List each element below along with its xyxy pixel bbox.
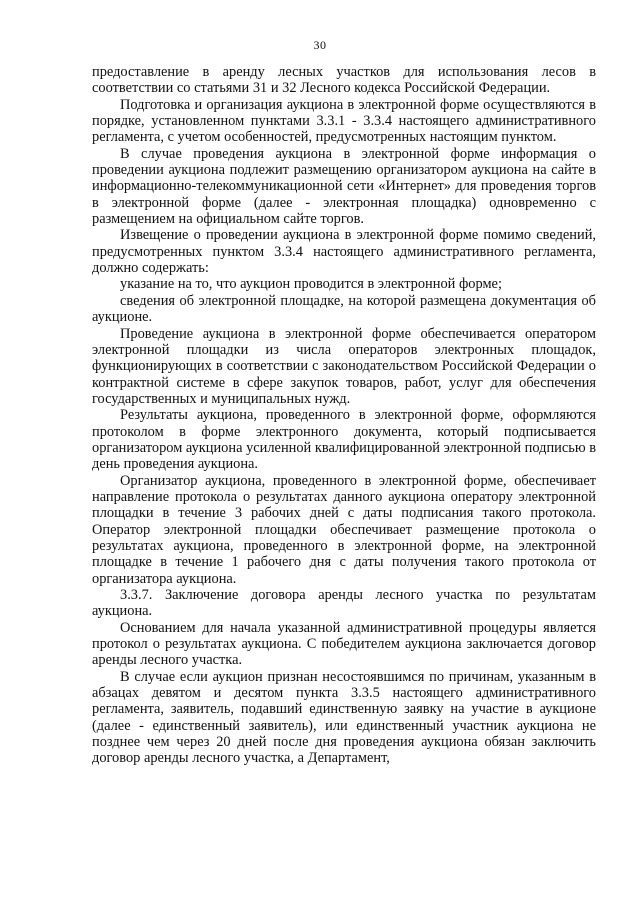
paragraph: Проведение аукциона в электронной форме обеспечивается оператором электронной площадки из числа операторов электронных площадок, функционирующих в соответствии с законодательством Российской Федерации о контрактной системе в сфере закупок товаров, работ, услуг для обеспечения государственных и муниципальных нужд. [92, 325, 596, 407]
paragraph: Результаты аукциона, проведенного в электронной форме, оформляются протоколом в форме электронного документа, который подписывается организатором аукциона усиленной квалифицированной электронной подписью в день проведения аукциона. [92, 407, 596, 473]
paragraph: предоставление в аренду лесных участков для использования лесов в соответствии со статьями 31 и 32 Лесного кодекса Российской Федерации. [92, 64, 596, 97]
section-heading: 3.3.7. Заключение договора аренды лесного участка по результатам аукциона. [92, 587, 596, 620]
page-number: 30 [313, 38, 327, 52]
document-body [92, 64, 596, 767]
paragraph: Подготовка и организация аукциона в электронной форме осуществляются в порядке, установленном пунктами 3.3.1 - 3.3.4 настоящего административного регламента, с учетом особенностей, предусмотренных настоящим пунктом. [92, 96, 596, 146]
list-item: указание на то, что аукцион проводится в электронной форме; [120, 276, 502, 293]
paragraph: Организатор аукциона, проведенного в электронной форме, обеспечивает направление протокола о результатах данного аукциона оператору электронной площадки в течение 3 рабочих дней с даты подписания такого протокола. Оператор электронной площадки обеспечивает размещение протокола о результатах аукциона, проведенного в электронной форме, на электронной площадке в течение 1 рабочего дня с даты получения такого протокола от организатора аукциона. [92, 472, 596, 587]
paragraph: В случае проведения аукциона в электронной форме информация о проведении аукциона подлежит размещению организатором аукциона на сайте в информационно-телекоммуникационной сети «Интернет» для проведения торгов в электронной форме (далее - электронная площадка) одновременно с размещением на официальном сайте торгов. [92, 145, 596, 228]
paragraph: Извещение о проведении аукциона в электронной форме помимо сведений, предусмотренных пунктом 3.3.4 настоящего административного регламента, должно содержать: [92, 227, 596, 277]
paragraph: В случае если аукцион признан несостоявшимся по причинам, указанным в абзацах девятом и десятом пункта 3.3.5 настоящего административного регламента, заявитель, подавший единственную заявку на участие в аукционе (далее - единственный заявитель), или единственный участник аукциона не позднее чем через 20 дней после дня проведения аукциона обязан заключить договор аренды лесного участка, а Департамент, [92, 668, 596, 767]
paragraph: Основанием для начала указанной административной процедуры является протокол о результатах аукциона. С победителем аукциона заключается договор аренды лесного участка. [92, 619, 596, 669]
list-item: сведения об электронной площадке, на которой размещена документация об аукционе. [92, 292, 596, 326]
